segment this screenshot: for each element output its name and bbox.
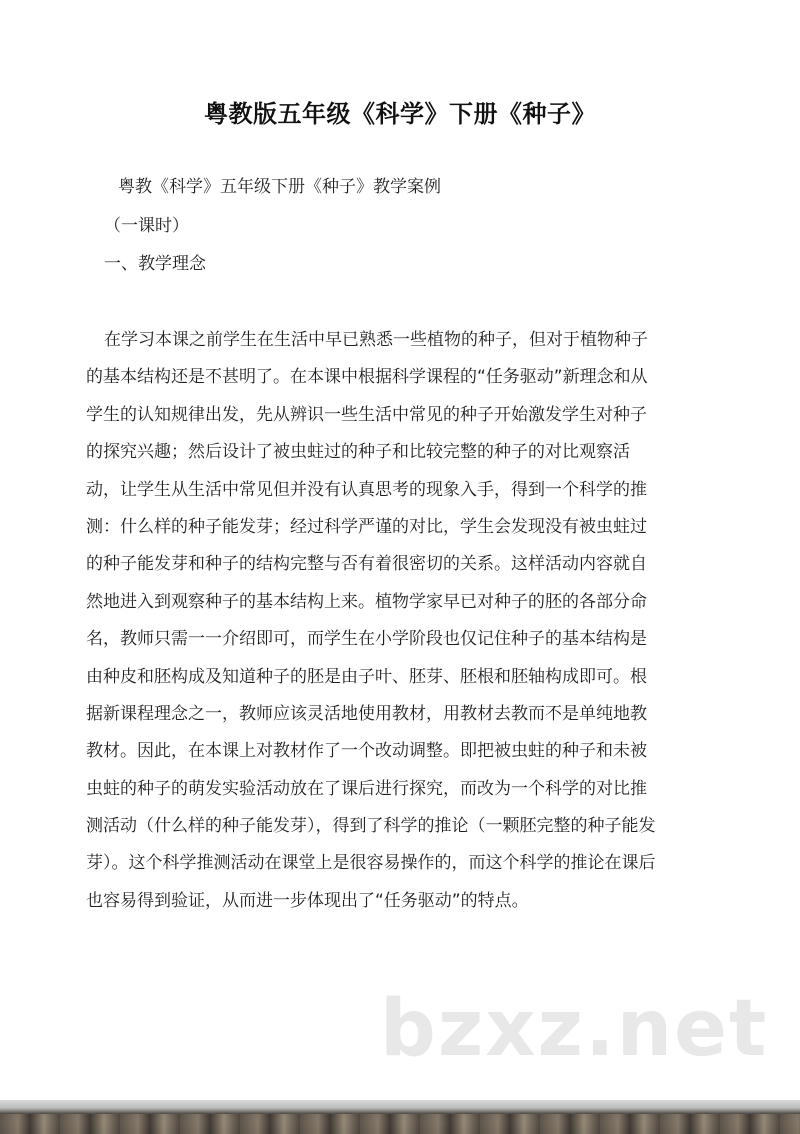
- paragraph-line: 的基本结构还是不甚明了。在本课中根据科学课程的“任务驱动”新理念和从: [86, 367, 648, 388]
- document-title: 粤教版五年级《科学》下册《种子》: [204, 100, 596, 128]
- paragraph-line: 动，让学生从生活中常见但并没有认真思考的现象入手，得到一个科学的推: [86, 479, 647, 500]
- paragraph-line: 的种子能发芽和种子的结构完整与否有着很密切的关系。这样活动内容就自: [86, 554, 647, 575]
- paragraph-line: 测：什么样的种子能发芽；经过科学严谨的对比，学生会发现没有被虫蛀过: [86, 516, 647, 537]
- paragraph-line: 教材。因此，在本课上对教材作了一个改动调整。即把被虫蛀的种子和未被: [86, 741, 647, 762]
- document-subtitle: 粤教《科学》五年级下册《种子》教学案例: [118, 177, 441, 197]
- paragraph-line: 的探究兴趣；然后设计了被虫蛀过的种子和比较完整的种子的对比观察活: [86, 442, 630, 463]
- paragraph-line: 学生的认知规律出发，先从辨识一些生活中常见的种子开始激发学生对种子: [86, 404, 647, 425]
- lesson-count: （一课时）: [104, 216, 189, 236]
- paragraph-line: 由种皮和胚构成及知道种子的胚是由子叶、胚芽、胚根和胚轴构成即可。根: [86, 666, 647, 687]
- paragraph-line: 在学习本课之前学生在生活中早已熟悉一些植物的种子，但对于植物种子: [104, 330, 648, 350]
- bottom-image-strip: [0, 1100, 800, 1134]
- bottom-image-band: [0, 1114, 800, 1134]
- paragraph-line: 名，教师只需一一介绍即可，而学生在小学阶段也仅记住种子的基本结构是: [86, 629, 647, 650]
- paragraph-line: 芽）。这个科学推测活动在课堂上是很容易操作的，而这个科学的推论在课后: [86, 853, 656, 874]
- paragraph-line: 也容易得到验证，从而进一步体现出了“任务驱动”的特点。: [86, 890, 529, 911]
- watermark-text: bzxz.net: [380, 984, 769, 1074]
- section-heading: 一、教学理念: [104, 254, 206, 274]
- body-paragraph: [86, 322, 711, 920]
- paragraph-line: 虫蛀的种子的萌发实验活动放在了课后进行探究，而改为一个科学的对比推: [86, 778, 647, 799]
- paragraph-line: 然地进入到观察种子的基本结构上来。植物学家早已对种子的胚的各部分命: [86, 591, 647, 612]
- paragraph-line: 测活动（什么样的种子能发芽），得到了科学的推论（一颗胚完整的种子能发: [86, 816, 656, 837]
- paragraph-line: 据新课程理念之一，教师应该灵活地使用教材，用教材去教而不是单纯地教: [86, 703, 647, 724]
